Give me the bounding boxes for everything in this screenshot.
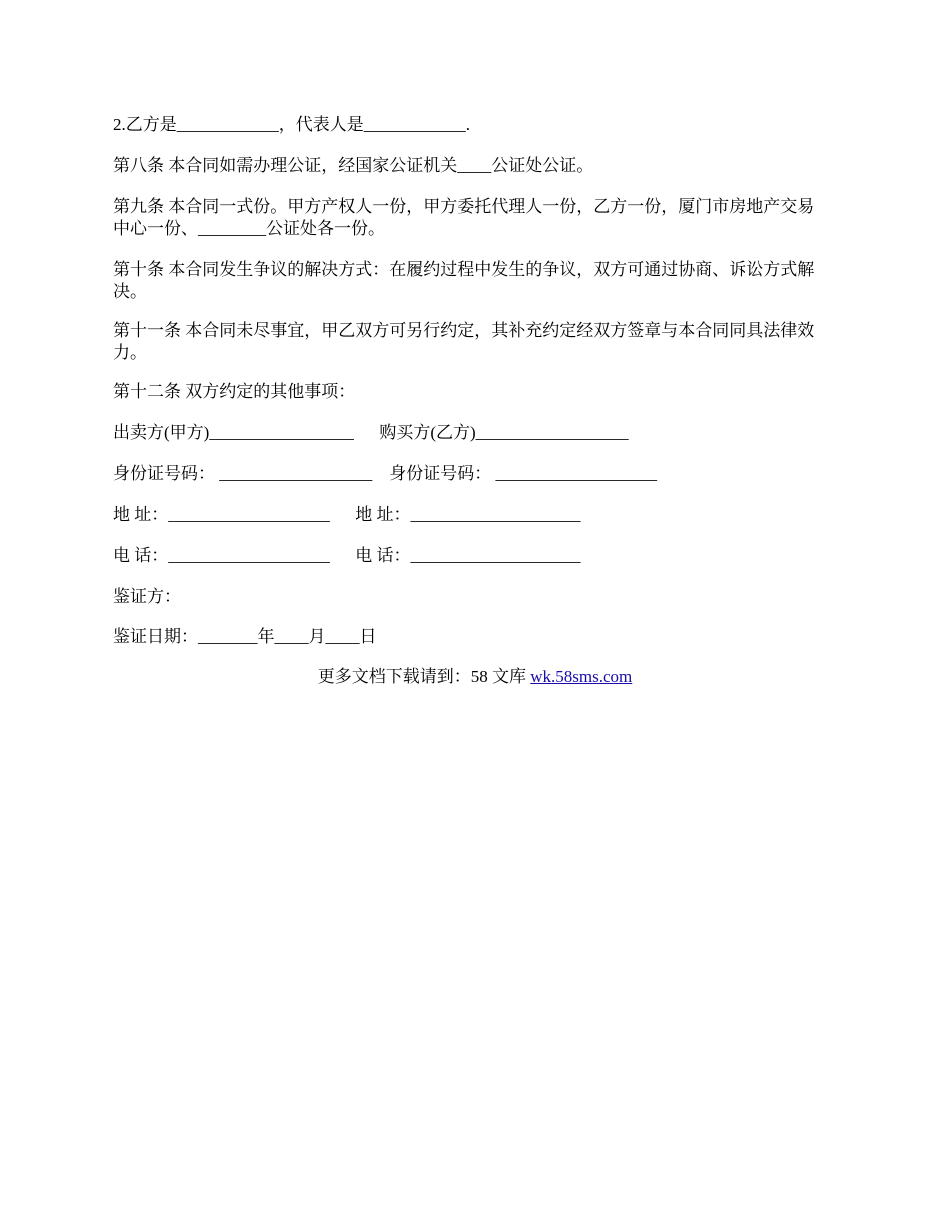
paragraph-article-9: 第九条 本合同一式份。甲方产权人一份，甲方委托代理人一份，乙方一份，厦门市房地产交易中心一份、________公证处各一份。 xyxy=(113,197,815,238)
paragraph-party-b: 2.乙方是____________，代表人是____________. xyxy=(113,115,470,134)
paragraph-article-10: 第十条 本合同发生争议的解决方式：在履约过程中发生的争议，双方可通过协商、诉讼方式解决。 xyxy=(113,260,815,301)
paragraph-article-12: 第十二条 双方约定的其他事项： xyxy=(113,382,356,401)
phone-line: 电 话：___________________ 电 话：____________________ xyxy=(113,546,581,565)
paragraph-article-11: 第十一条 本合同未尽事宜，甲乙双方可另行约定，其补充约定经双方签章与本合同同具法律效力。 xyxy=(113,321,815,362)
signature-parties-line: 出卖方(甲方)_________________ 购买方(乙方)__________________ xyxy=(113,423,629,442)
footer-download-note xyxy=(0,666,950,688)
footer-text: 更多文档下载请到：58 文库 xyxy=(317,667,531,686)
footer-link[interactable]: wk.58sms.com xyxy=(530,667,633,686)
id-number-line: 身份证号码： __________________ 身份证号码： ___________________ xyxy=(113,464,657,483)
address-line: 地 址：___________________ 地 址：____________________ xyxy=(113,505,581,524)
paragraph-article-8: 第八条 本合同如需办理公证，经国家公证机关____公证处公证。 xyxy=(113,156,594,175)
verifier-line: 鉴证方： xyxy=(113,587,181,606)
verification-date-line: 鉴证日期：_______年____月____日 xyxy=(113,627,377,646)
